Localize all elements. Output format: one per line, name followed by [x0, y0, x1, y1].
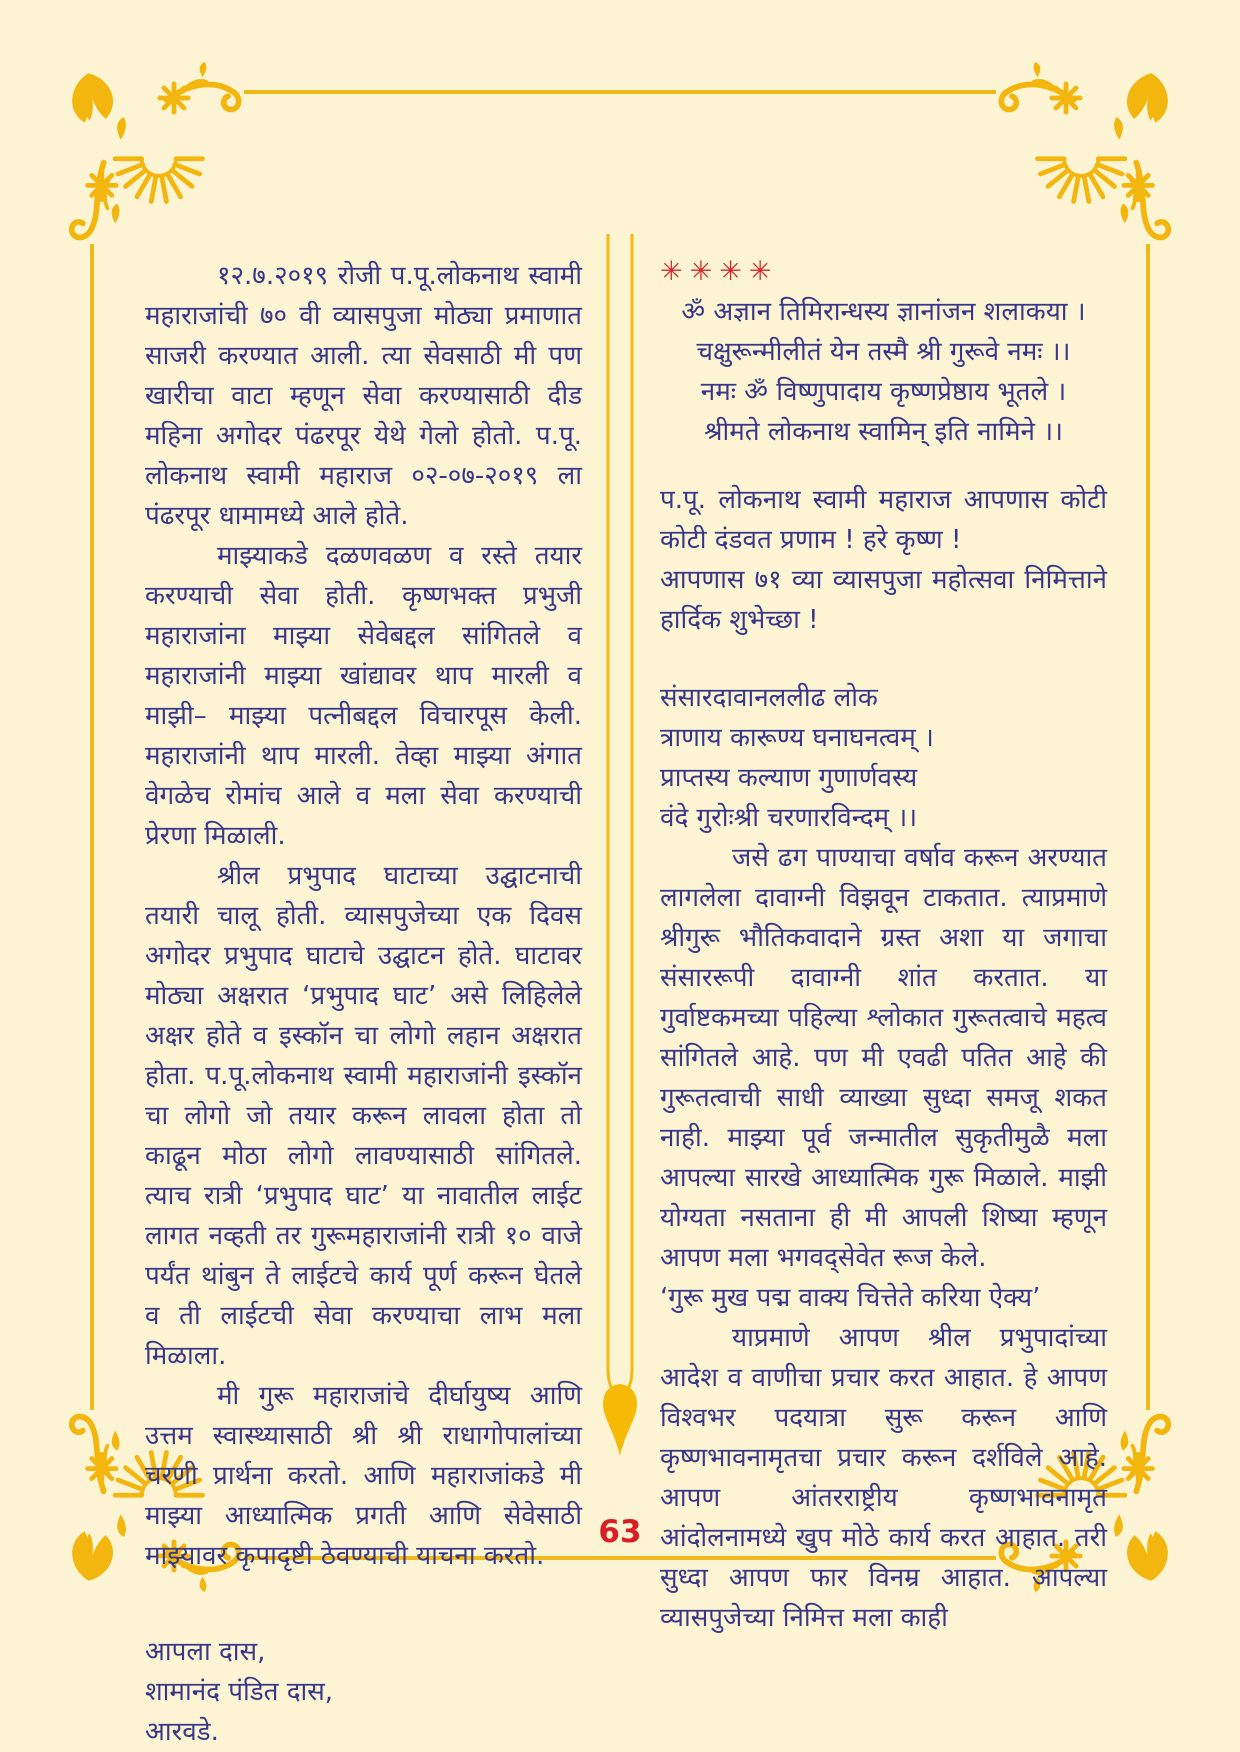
signature-block [145, 1632, 582, 1752]
frame-border-right [1146, 244, 1150, 1410]
verse-line: संसारदावानललीढ लोक [660, 683, 878, 713]
verse-line: प्राप्तस्य कल्याण गुणार्णवस्य [660, 763, 918, 793]
verse-line: त्राणाय कारूण्य घनाघनत्वम् । [660, 723, 934, 753]
paragraph: याप्रमाणे आपण श्रील प्रभुपादांच्या आदेश व वाणीचा प्रचार करत आहात. हे आपण विश्वभर पदयात्रा सुरू करून आणि कृष्णभावनामृतचा प्रचार करून दर्शविले आहे. आपण आंतरराष्ट्रीय कृष्णभावनामृत आंदोलनामध्ये खुप मोठे कार्य करत आहात. तरी सुध्दा आपण फार विनम्र आहात. आपल्या व्यासपुजेच्या निमित्त मला काही [660, 1323, 1107, 1633]
verse-line: वंदे गुरोःश्री चरणारविन्दम् ।। [660, 803, 918, 833]
greeting-block [660, 480, 1107, 640]
greeting-line: आपणास ७१ व्या व्यासपुजा महोत्सवा निमित्ताने हार्दिक शुभेच्छा ! [660, 565, 1107, 635]
quote-line: ‘गुरू मुख पद्म वाक्य चित्तेते करिया ऐक्य’ [660, 1283, 1041, 1313]
paragraph: मी गुरू महाराजांचे दीर्घायुष्य आणि उत्तम स्वास्थ्यासाठी श्री श्री राधागोपालांच्या चरणी प्रार्थना करतो. आणि महाराजांकडे मी माझ्या आध्यात्मिक प्रगती आणि सेवेसाठी माझ्यावर कृपादृष्टी ठेवण्याची याचना करतो. [145, 1381, 582, 1571]
verse-line: श्रीमते लोकनाथ स्वामिन् इति नामिने ।। [704, 417, 1063, 447]
verse-line: ॐ अज्ञान तिमिरान्धस्य ज्ञानांजन शलाकया । [681, 297, 1086, 327]
right-text-column [660, 252, 1107, 1638]
paragraph: १२.७.२०१९ रोजी प.पू.लोकनाथ स्वामी महाराजांची ७० वी व्यासपुजा मोठ्या प्रमाणात साजरी करण्यात आली. त्या सेवसाठी मी पण खारीचा वाटा म्हणून सेवा करण्यासाठी दीड महिना अगोदर पंढरपूर येथे गेलो होतो. प.पू. लोकनाथ स्वामी महाराज ०२-०७-२०१९ ला पंढरपूर धामामध्ये आले होते. [145, 261, 582, 531]
floral-corner-icon [990, 60, 1180, 250]
section-separator-stars: ✳✳✳✳ [660, 256, 779, 287]
gurvashtakam-verse [660, 678, 1107, 838]
floral-corner-icon [60, 60, 250, 250]
paragraph: माझ्याकडे दळणवळण व रस्ते तयार करण्याची सेवा होती. कृष्णभक्त प्रभुजी महाराजांना माझ्या सेवेबद्दल सांगितले व महाराजांनी माझ्या खांद्यावर थाप मारली व माझी– माझ्या पत्नीबद्दल विचारपूस केली. महाराजांनी थाप मारली. तेव्हा माझ्या अंगात वेगळेच रोमांच आले व मला सेवा करण्याची प्रेरणा मिळाली. [145, 541, 582, 851]
page-number: 63 [598, 1514, 642, 1550]
paragraph: श्रील प्रभुपाद घाटाच्या उद्घाटनाची तयारी चालू होती. व्यासपुजेच्या एक दिवस अगोदर प्रभुपाद घाटाचे उद्घाटन होते. घाटावर मोठ्या अक्षरात ‘प्रभुपाद घाट’ असे लिहिलेले अक्षर होते व इस्कॉन चा लोगो लहान अक्षरात होता. प.पू.लोकनाथ स्वामी महाराजांनी इस्कॉन चा लोगो जो तयार करून लावला होता तो काढून मोठा लोगो लावण्यासाठी सांगितले. त्याच रात्री ‘प्रभुपाद घाट’ या नावातील लाईट लागत नव्हती तर गुरूमहाराजांनी रात्री १० वाजे पर्यंत थांबुन ते लाईटचे कार्य पूर्ण करून घेतले व ती लाईटची सेवा करण्याचा लाभ मला मिळाला. [145, 861, 582, 1371]
column-divider-icon [598, 234, 642, 1458]
signature-line: शामानंद पंडित दास, [145, 1677, 334, 1707]
frame-border-top [244, 90, 996, 94]
greeting-line: प.पू. लोकनाथ स्वामी महाराज आपणास कोटी कोटी दंडवत प्रणाम ! हरे कृष्ण ! [660, 485, 1107, 555]
verse-line: नमः ॐ विष्णुपादाय कृष्णप्रेष्ठाय भूतले । [700, 377, 1067, 407]
paragraph: जसे ढग पाण्याचा वर्षाव करून अरण्यात लागलेला दावाग्नी विझवून टाकतात. त्याप्रमाणे श्रीगुरू भौतिकवादाने ग्रस्त अशा या जगाचा संसाररूपी दावाग्नी शांत करतात. या गुर्वाष्टकमच्या पहिल्या श्लोकात गुरूतत्वाचे महत्व सांगितले आहे. पण मी एवढी पतित आहे की गुरूतत्वाची साधी व्याख्या सुध्दा समजू शकत नाही. माझ्या पूर्व जन्मातील सुकृतीमुळै मला आपल्या सारखे आध्यात्मिक गुरू मिळाले. माझी योग्यता नसताना ही मी आपली शिष्या म्हणून आपण मला भगवद्सेवेत रूज केले. [660, 843, 1107, 1273]
frame-border-left [90, 244, 94, 1410]
invocation-verse [660, 292, 1107, 452]
signature-line: आपला दास, [145, 1637, 266, 1667]
verse-line: चक्षुरून्मीलीतं येन तस्मै श्री गुरूवे नमः ।। [696, 337, 1071, 367]
signature-line: आरवडे. [145, 1717, 219, 1747]
